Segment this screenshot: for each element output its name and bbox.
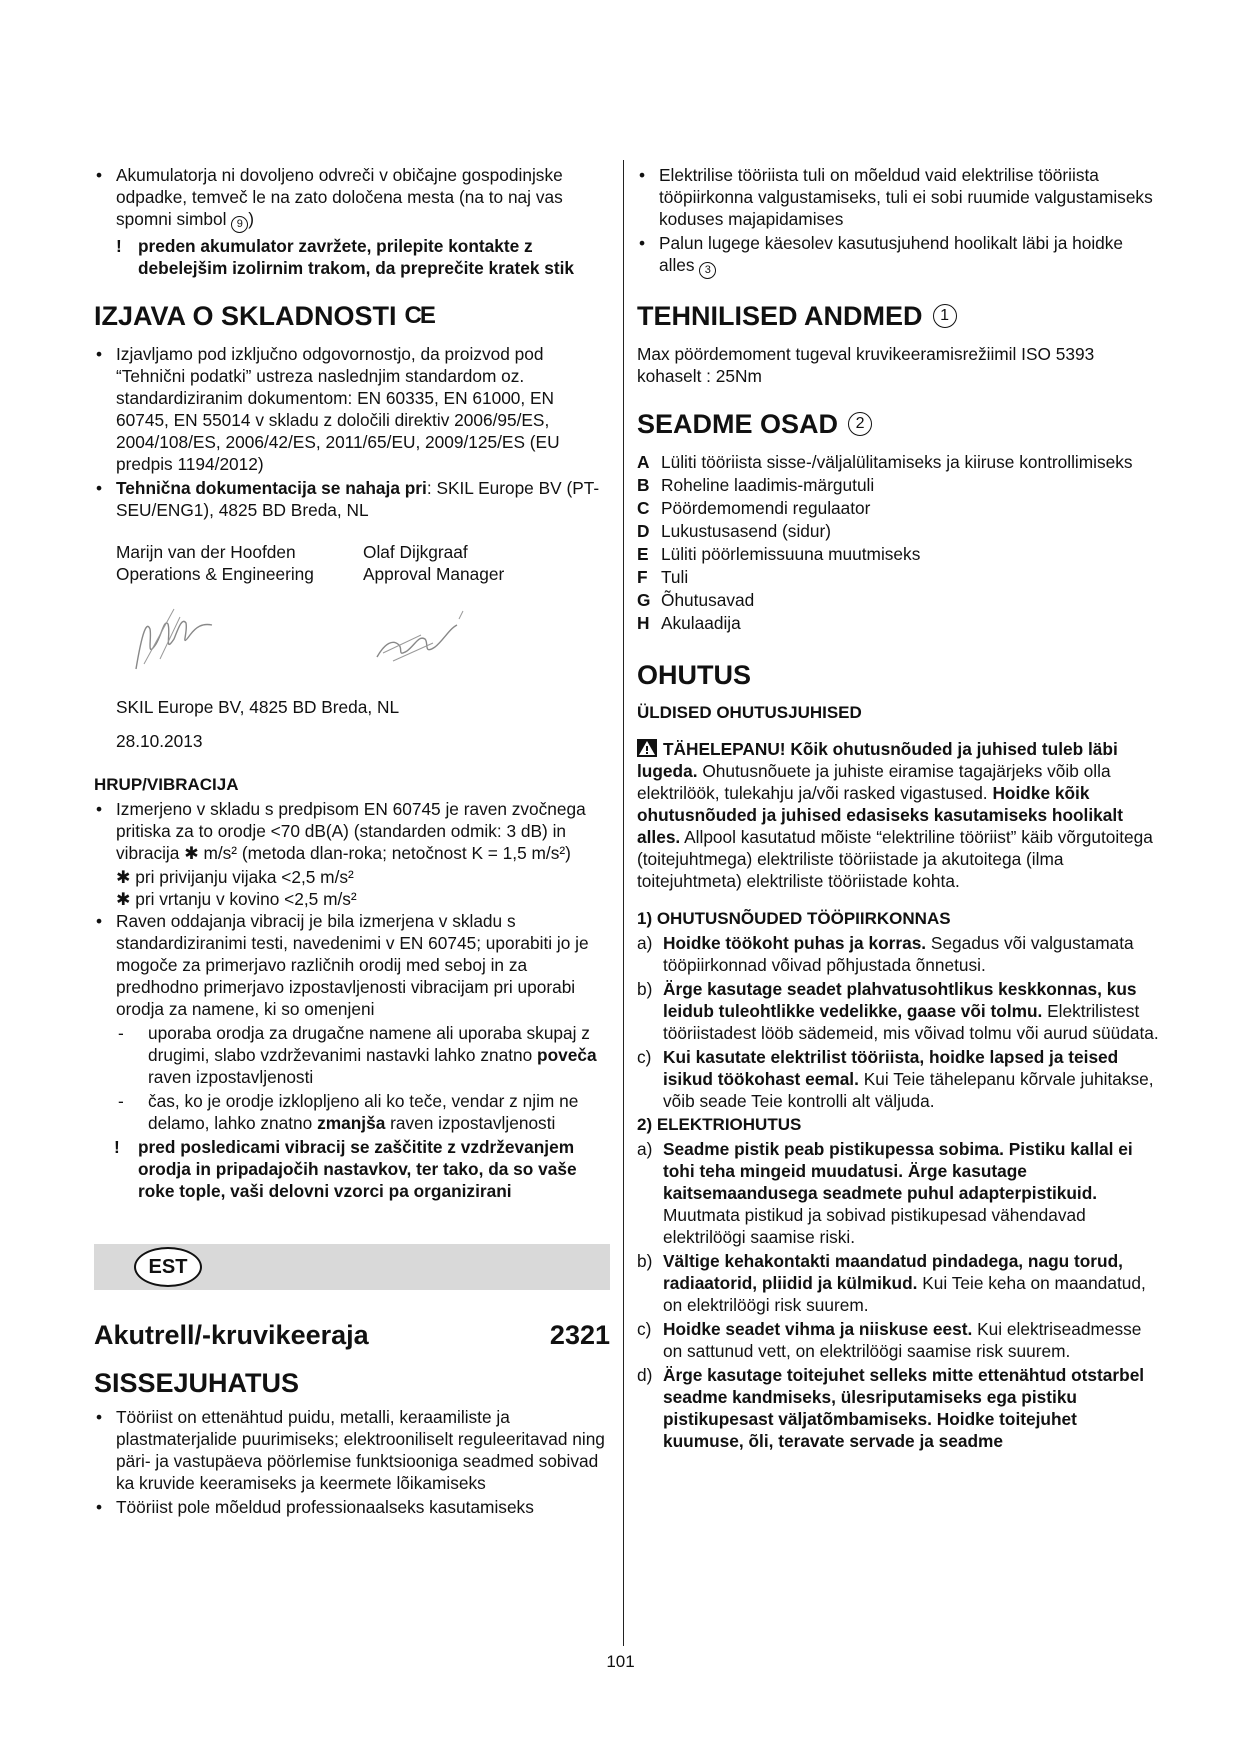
symbol-2-icon: 2 <box>848 412 872 436</box>
part-item <box>637 589 1161 611</box>
part-letter: F <box>637 567 648 587</box>
exclamation-icon: ! <box>114 1137 120 1157</box>
part-letter: D <box>637 521 650 541</box>
part-text: Lüliti pöörlemissuuna muutmiseks <box>661 544 921 564</box>
safety-rule <box>637 1364 1161 1452</box>
ce-mark-icon: CE <box>404 302 434 329</box>
noise-bullet-2: • Raven oddajanja vibracij je bila izmerjena v skladu s standardiziranimi testi, navedenimi v EN 60745; uporabiti jo je mogoče za primerjavo različnih orodij med seboj in za predhodno primerjavo izpostavljenosti vibracijam pri uporabi orodja za namene, ki so omenjeni <box>94 910 610 1020</box>
declaration-bullet: • Izjavljamo pod izključno odgovornostjo, da proizvod pod “Tehnični podatki” ustreza naslednjim standardom oz. standardiziranim dokumentom: EN 60335, EN 61000, EN 60745, EN 55014 v skladu z določili direktiv 2006/95/ES, 2004/108/ES, 2006/42/ES, 2011/65/EU, 2009/125/ES (EU predpis 1194/2012) <box>94 343 610 475</box>
signature-2-icon <box>363 599 483 677</box>
read-manual-bullet: • Palun lugege käesolev kasutusjuhend hoolikalt läbi ja hoidke alles 3 <box>637 232 1161 279</box>
product-name: Akutrell/-kruvikeeraja <box>94 1320 369 1350</box>
rule-bold: Ärge kasutage seadet plahvatusohtlikus keskkonnas, kus leidub tuleohtlikke vedelikke, gaase või tolmu. <box>663 979 1137 1021</box>
vibration-drilling: ✱ pri vrtanju v kovino <2,5 m/s² <box>116 889 357 909</box>
signer-1-title: Operations & Engineering <box>116 564 314 584</box>
rule-text: Muutmata pistikud ja sobivad pistikupesad vähendavad elektrilöögi saamise riski. <box>663 1205 1086 1247</box>
part-letter: C <box>637 498 650 518</box>
part-letter: G <box>637 590 651 610</box>
declaration-heading: IZJAVA O SKLADNOSTI CE <box>94 301 434 331</box>
symbol-9-icon: 9 <box>231 216 248 233</box>
noise-bullet-1: • Izmerjeno v skladu s predpisom EN 60745 je raven zvočnega pritiska za to orodje <70 dB(A) (standarden odmik: 3 dB) in vibracija ✱ m/s² (metoda dlan-roka; netočnost K = 1,5 m/s²) <box>94 798 610 864</box>
part-item <box>637 566 1161 588</box>
exclamation-icon: ! <box>116 236 122 256</box>
rule-text: Kui Teie tähelepanu kõrvale juhitakse, võib seade Teie kontrolli alt väljuda. <box>663 1069 1154 1111</box>
section1-heading: 1) OHUTUSNÕUDED TÖÖPIIRKONNAS <box>637 909 951 928</box>
section1-list <box>637 932 1161 1112</box>
part-text: Lukustusasend (sidur) <box>661 521 832 541</box>
safety-rule <box>637 1046 1161 1112</box>
rule-text: Elektrilistest tööriistadest lööb sädemeid, mis võivad tolmu või aurud süüdata. <box>663 1001 1159 1043</box>
intro-heading: SISSEJUHATUS <box>94 1368 300 1398</box>
rule-letter: c) <box>637 1047 652 1067</box>
rule-text: Kui elektriseadmesse on sattunud vett, on elektrilöögi saamise risk suurem. <box>663 1319 1142 1361</box>
rule-bold: Kui kasutate elektrilist tööriista, hoidke lapsed ja teised isikud töökohast eemal. <box>663 1047 1119 1089</box>
safety-heading: OHUTUS <box>637 660 751 690</box>
rule-letter: b) <box>637 1251 653 1271</box>
vibration-warning: ! pred posledicami vibracij se zaščitite z vzdrževanjem orodja in pripadajočih nastavkov, ter tako, da so vaše roke tople, vaši delovni vzorci pa organizirani <box>114 1137 577 1201</box>
page-number: 101 <box>606 1652 635 1671</box>
noise-heading: HRUP/VIBRACIJA <box>94 775 239 794</box>
part-letter: E <box>637 544 649 564</box>
part-item <box>637 451 1161 473</box>
technical-text: Max pöördemoment tugeval kruvikeeramisrežiimil ISO 5393 kohaselt : 25Nm <box>637 344 1095 386</box>
part-text: Roheline laadimis-märgutuli <box>661 475 875 495</box>
declaration-date: 28.10.2013 <box>116 731 203 751</box>
part-item <box>637 497 1161 519</box>
symbol-1-icon: 1 <box>933 304 957 328</box>
safety-rule <box>637 978 1161 1044</box>
language-badge: EST <box>134 1247 202 1287</box>
product-number: 2321 <box>549 1320 610 1350</box>
part-text: Akulaadija <box>661 613 741 633</box>
safety-subheading: ÜLDISED OHUTUSJUHISED <box>637 703 862 722</box>
rule-text: Segadus või valgustamata tööpiirkonnad võivad põhjustada õnnetusi. <box>663 933 1134 975</box>
company-address: SKIL Europe BV, 4825 BD Breda, NL <box>116 697 400 717</box>
intro-bullet-1: • Tööriist on ettenähtud puidu, metalli, keraamiliste ja plastmaterjalide puurimiseks; elektrooniliselt reguleeritavad ning päri- ja vastupäeva pöörlemise funktsiooniga seadmed sobivad ka kruvide keeramiseks ja keermete lõikamiseks <box>94 1406 610 1494</box>
rule-letter: b) <box>637 979 653 999</box>
rule-bold: Hoidke seadet vihma ja niiskuse eest. <box>663 1319 973 1339</box>
part-text: Lüliti tööriista sisse-/väljalülitamiseks ja kiiruse kontrollimiseks <box>661 452 1133 472</box>
product-title <box>94 1318 610 1352</box>
safety-rule <box>637 1138 1161 1248</box>
noise-dash-2: - čas, ko je orodje izklopljeno ali ko teče, vendar z njim ne delamo, lahko znatno zmanjša raven izpostavljenosti <box>118 1091 579 1133</box>
part-text: Tuli <box>661 567 689 587</box>
rule-letter: a) <box>637 933 653 953</box>
column-divider <box>623 160 624 1646</box>
battery-disposal-bullet: • Akumulatorja ni dovoljeno odvreči v običajne gospodinjske odpadke, temveč le na zato določena mesta (na to naj vas spomni simbol 9 ) <box>94 164 610 233</box>
safety-rule <box>637 932 1161 976</box>
rule-letter: d) <box>637 1365 653 1385</box>
intro-bullet-2: • Tööriist pole mõeldud professionaalseks kasutamiseks <box>94 1496 610 1518</box>
language-section-bar <box>94 1244 610 1290</box>
signature-1-icon <box>116 599 236 677</box>
rule-bold: Vältige kehakontakti maandatud pindadega, nagu torud, radiaatorid, pliidid ja külmikud. <box>663 1251 1123 1293</box>
safety-rule <box>637 1250 1161 1316</box>
part-item <box>637 474 1161 496</box>
signature-block <box>116 541 610 692</box>
part-letter: A <box>637 452 650 472</box>
part-text: Õhutusavad <box>661 590 755 610</box>
section2-list <box>637 1138 1161 1452</box>
safety-warning-paragraph: TÄHELEPANU! Kõik ohutusnõuded ja juhised tuleb läbi lugeda. Ohutusnõuete ja juhiste eiramise tagajärjeks võib olla elektrilöök, tulekahju ja/või rasked vigastused. Hoidke kõik ohutusnõuded ja juhised edasiseks kasutamiseks hoolikalt alles. Allpool kasutatud mõiste “elektriline tööriist” käib võrgutoitega (toitejuhtmega) elektriliste tööriistade ja akutoitega (ilma toitejuhtmeta) elektriliste tööriistade kohta. <box>637 739 1153 891</box>
rule-letter: a) <box>637 1139 653 1159</box>
right-column <box>637 164 1161 1454</box>
warning-triangle-icon <box>637 739 657 757</box>
rule-bold: Hoidke töökoht puhas ja korras. <box>663 933 927 953</box>
light-bullet: • Elektrilise tööriista tuli on mõeldud vaid elektrilise tööriista tööpiirkonna valgustamiseks, tuli ei sobi ruumide valgustamiseks koduses majapidamises <box>637 164 1161 230</box>
signer-2 <box>363 541 610 692</box>
left-column <box>94 164 610 1520</box>
section2-heading: 2) ELEKTRIOHUTUS <box>637 1115 802 1134</box>
rule-letter: c) <box>637 1319 652 1339</box>
part-letter: H <box>637 613 650 633</box>
symbol-3-icon: 3 <box>699 262 716 279</box>
battery-warning: ! preden akumulator zavržete, prilepite kontakte z debelejšim izolirnim trakom, da preprečite kratek stik <box>116 236 575 278</box>
parts-heading: SEADME OSAD 2 <box>637 407 1161 441</box>
signer-2-title: Approval Manager <box>363 564 505 584</box>
vibration-screwdriving: ✱ pri privijanju vijaka <2,5 m/s² <box>116 867 354 887</box>
technical-docs-bullet: • Tehnična dokumentacija se nahaja pri: SKIL Europe BV (PT-SEU/ENG1), 4825 BD Breda, NL <box>94 477 610 521</box>
rule-bold: Ärge kasutage toitejuhet selleks mitte ettenähtud otstarbel seadme kandmiseks, ülesriputamiseks ega pistiku pistikupesast väljatõmbamiseks. Hoidke toitejuhet kuumuse, õli, teravate servade ja seadme <box>663 1365 1145 1451</box>
part-item <box>637 520 1161 542</box>
part-item <box>637 543 1161 565</box>
noise-dash-1: - uporaba orodja za drugačne namene ali uporaba skupaj z drugimi, slabo vzdrževanimi nastavki lahko znatno poveča raven izpostavljenosti <box>118 1023 597 1087</box>
technical-heading: TEHNILISED ANDMED 1 <box>637 299 1161 333</box>
parts-list <box>637 451 1161 634</box>
rule-text: Kui Teie keha on maandatud, on elektrilöögi risk suurem. <box>663 1273 1146 1315</box>
signer-1 <box>116 541 363 692</box>
part-text: Pöördemomendi regulaator <box>661 498 871 518</box>
part-letter: B <box>637 475 650 495</box>
safety-rule <box>637 1318 1161 1362</box>
rule-bold: Seadme pistik peab pistikupessa sobima. Pistiku kallal ei tohi teha mingeid muudatusi. Ärge kasutage kaitsemaandusega seadmete puhul adapterpistikuid. <box>663 1139 1133 1203</box>
signer-1-name: Marijn van der Hoofden <box>116 542 296 562</box>
part-item <box>637 612 1161 634</box>
signer-2-name: Olaf Dijkgraaf <box>363 542 468 562</box>
